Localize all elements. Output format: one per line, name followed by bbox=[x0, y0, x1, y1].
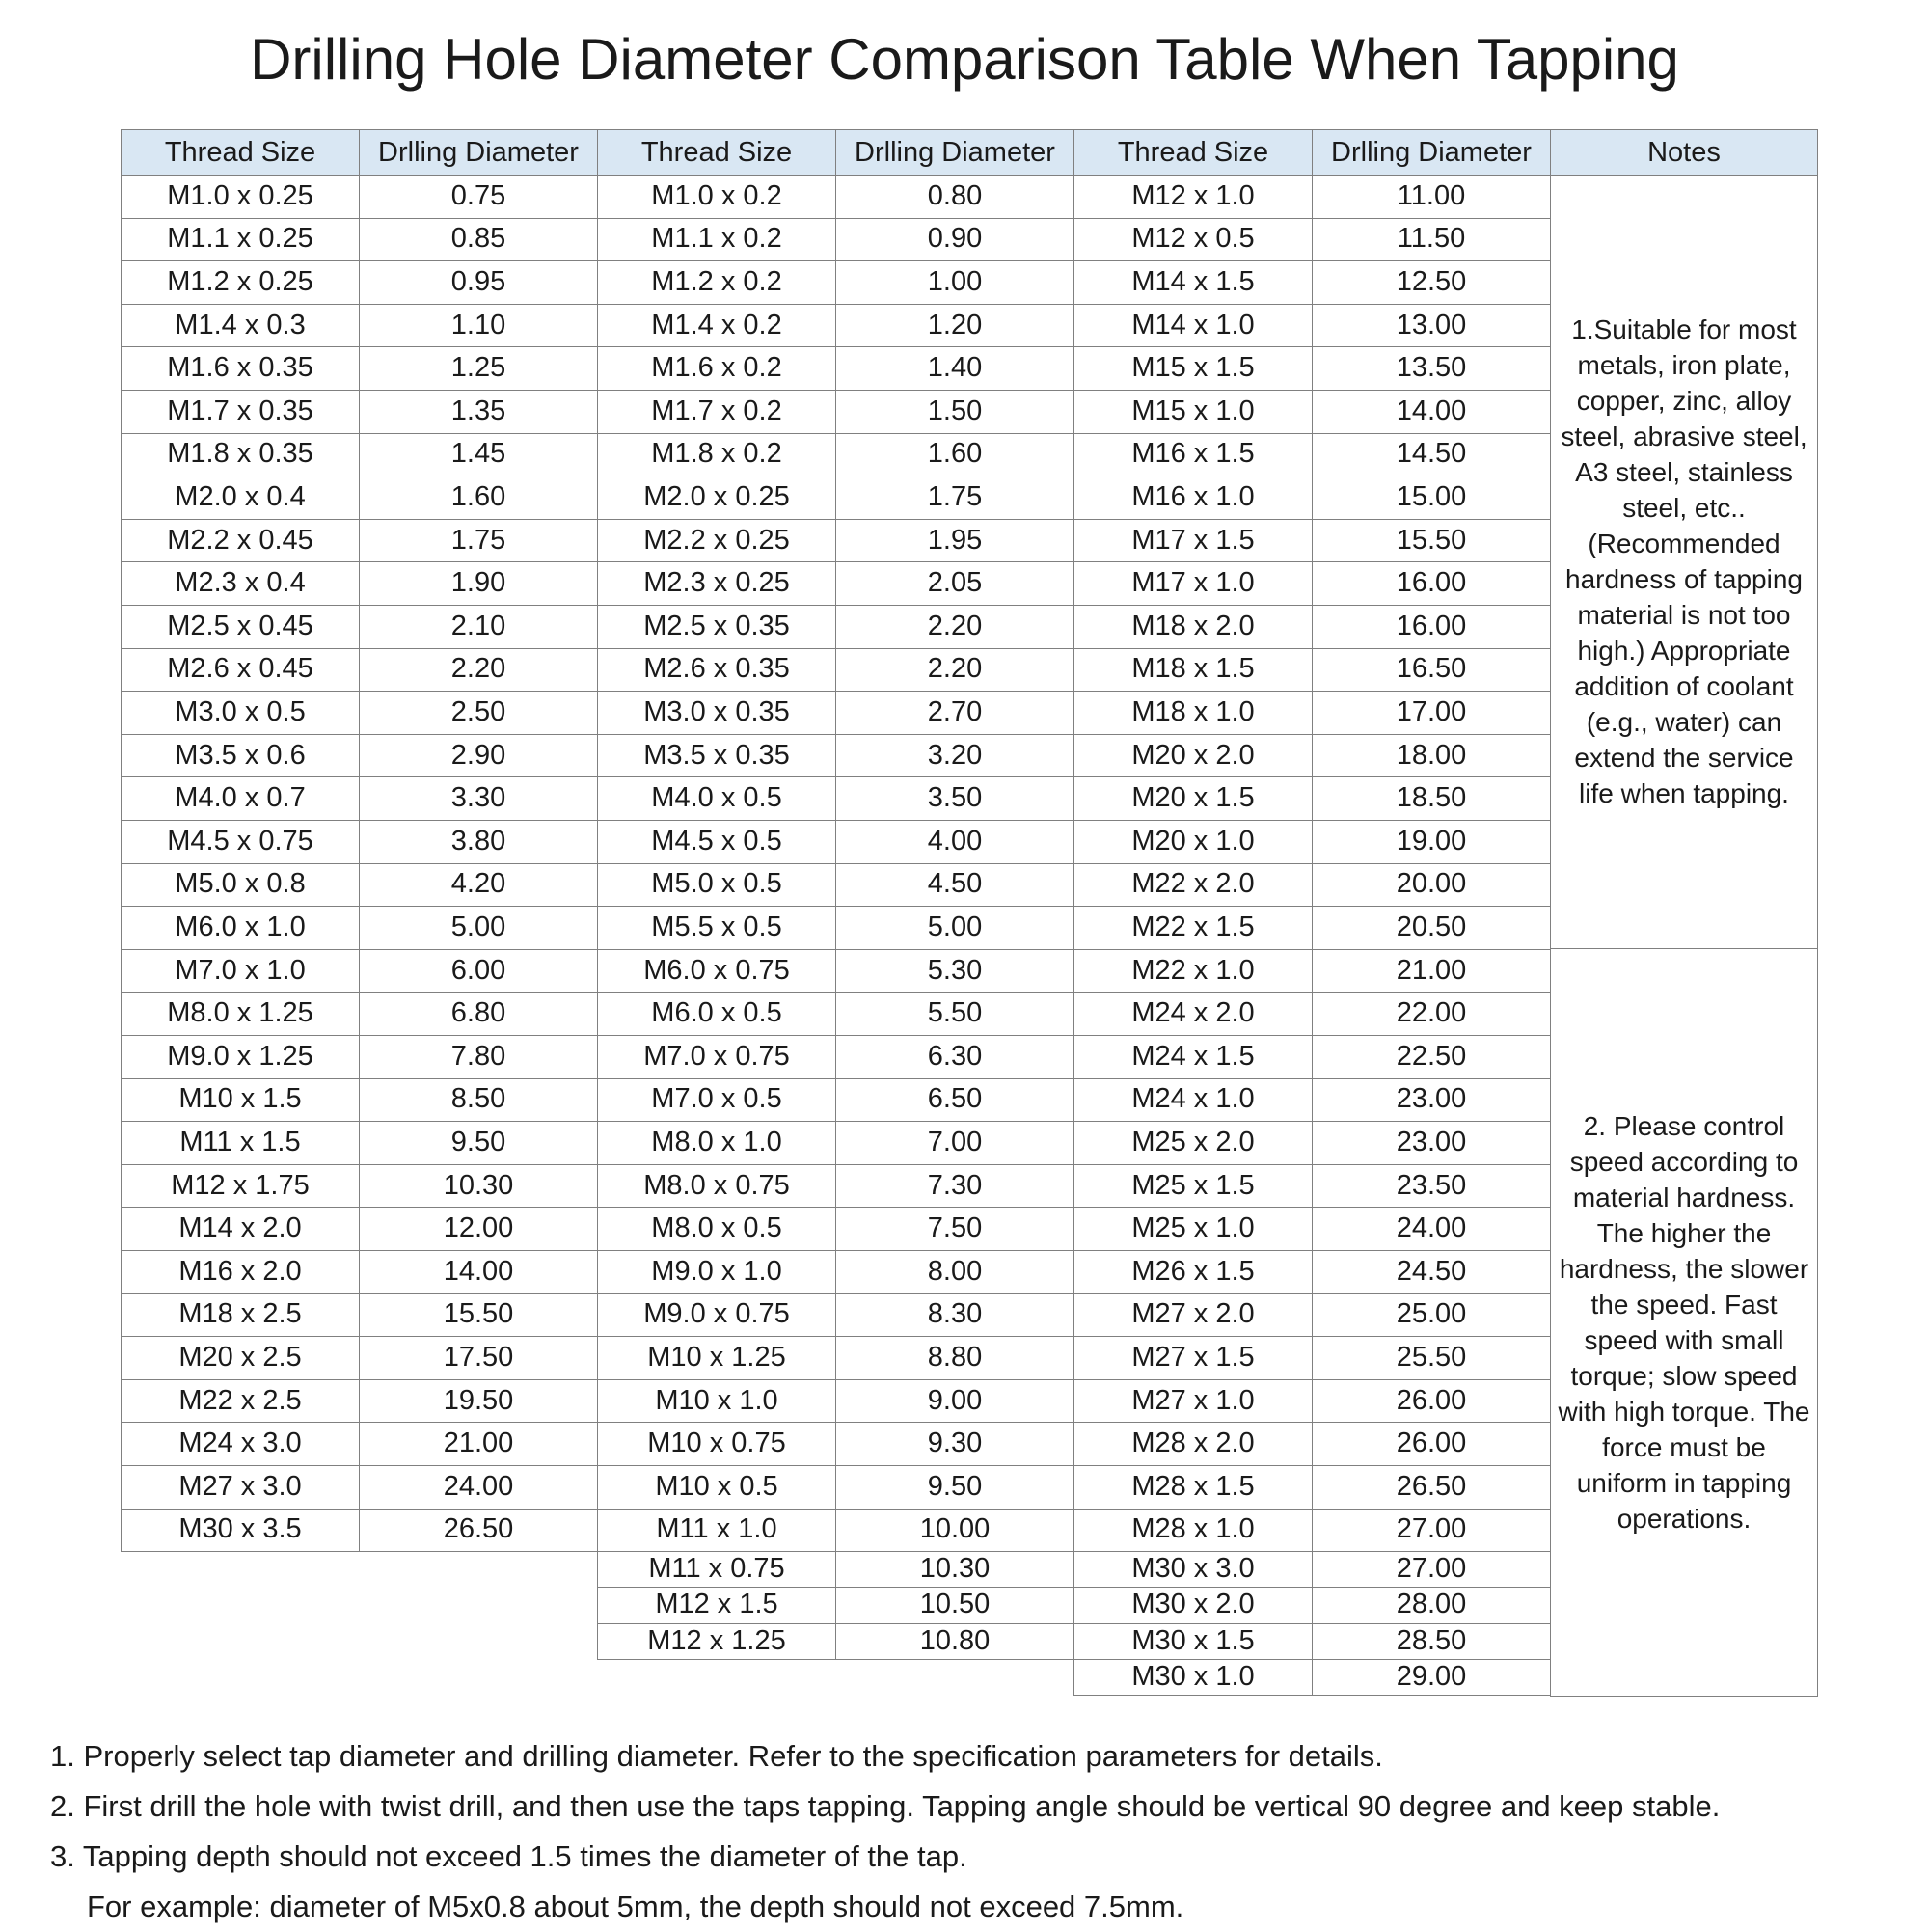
thread-size-cell: M28 x 1.0 bbox=[1073, 1509, 1313, 1553]
thread-size-cell: M2.6 x 0.45 bbox=[121, 648, 360, 693]
drilling-diameter-cell: 20.50 bbox=[1312, 906, 1551, 950]
drilling-diameter-cell: 1.00 bbox=[835, 260, 1074, 305]
drilling-diameter-cell: 1.35 bbox=[359, 390, 598, 434]
drilling-diameter-cell: 0.95 bbox=[359, 260, 598, 305]
thread-size-cell: M4.5 x 0.75 bbox=[121, 820, 360, 864]
thread-size-cell: M20 x 1.5 bbox=[1073, 776, 1313, 821]
drilling-diameter-cell: 6.50 bbox=[835, 1078, 1074, 1123]
drilling-diameter-cell: 0.80 bbox=[835, 175, 1074, 219]
drilling-diameter-cell: 11.00 bbox=[1312, 175, 1551, 219]
drilling-diameter-cell: 10.00 bbox=[835, 1509, 1074, 1553]
drilling-diameter-cell: 1.75 bbox=[359, 519, 598, 563]
thread-size-cell: M1.6 x 0.2 bbox=[597, 346, 836, 391]
thread-size-cell: M14 x 2.0 bbox=[121, 1207, 360, 1251]
thread-size-cell: M18 x 2.0 bbox=[1073, 605, 1313, 649]
thread-size-cell: M5.0 x 0.5 bbox=[597, 863, 836, 908]
drilling-diameter-cell: 2.20 bbox=[359, 648, 598, 693]
thread-size-cell: M11 x 1.5 bbox=[121, 1121, 360, 1165]
drilling-diameter-cell: 4.20 bbox=[359, 863, 598, 908]
thread-size-cell: M18 x 1.5 bbox=[1073, 648, 1313, 693]
drilling-diameter-cell: 28.50 bbox=[1312, 1623, 1551, 1660]
thread-size-cell: M20 x 2.5 bbox=[121, 1336, 360, 1380]
header-drilling-diameter-1: Drlling Diameter bbox=[359, 129, 598, 176]
drilling-diameter-cell: 2.10 bbox=[359, 605, 598, 649]
thread-size-cell: M10 x 1.5 bbox=[121, 1078, 360, 1123]
thread-size-cell: M30 x 1.5 bbox=[1073, 1623, 1313, 1660]
thread-size-cell: M12 x 1.0 bbox=[1073, 175, 1313, 219]
thread-size-cell: M17 x 1.0 bbox=[1073, 561, 1313, 606]
drilling-diameter-cell: 22.50 bbox=[1312, 1035, 1551, 1079]
drilling-diameter-cell: 2.05 bbox=[835, 561, 1074, 606]
drilling-diameter-cell: 13.00 bbox=[1312, 304, 1551, 348]
thread-size-cell: M14 x 1.0 bbox=[1073, 304, 1313, 348]
drilling-diameter-cell: 5.30 bbox=[835, 949, 1074, 993]
drilling-diameter-cell: 0.85 bbox=[359, 218, 598, 262]
drilling-diameter-cell: 0.75 bbox=[359, 175, 598, 219]
thread-size-cell: M1.2 x 0.25 bbox=[121, 260, 360, 305]
thread-size-cell: M30 x 2.0 bbox=[1073, 1587, 1313, 1623]
drilling-diameter-cell: 11.50 bbox=[1312, 218, 1551, 262]
thread-size-cell: M3.0 x 0.5 bbox=[121, 691, 360, 735]
thread-size-cell: M20 x 1.0 bbox=[1073, 820, 1313, 864]
drilling-diameter-cell: 23.00 bbox=[1312, 1121, 1551, 1165]
drilling-diameter-cell: 10.30 bbox=[359, 1164, 598, 1209]
thread-size-cell: M28 x 2.0 bbox=[1073, 1422, 1313, 1466]
thread-size-cell: M25 x 1.0 bbox=[1073, 1207, 1313, 1251]
thread-size-cell: M10 x 1.25 bbox=[597, 1336, 836, 1380]
drilling-diameter-cell: 27.00 bbox=[1312, 1509, 1551, 1553]
footnote-3: 3. Tapping depth should not exceed 1.5 times the diameter of the tap. bbox=[50, 1839, 967, 1873]
thread-size-cell: M8.0 x 0.75 bbox=[597, 1164, 836, 1209]
thread-size-cell: M12 x 1.75 bbox=[121, 1164, 360, 1209]
drilling-diameter-cell: 3.20 bbox=[835, 734, 1074, 778]
thread-size-cell: M11 x 1.0 bbox=[597, 1509, 836, 1553]
thread-size-cell: M25 x 1.5 bbox=[1073, 1164, 1313, 1209]
thread-size-cell: M30 x 1.0 bbox=[1073, 1659, 1313, 1696]
drilling-diameter-cell: 5.50 bbox=[835, 992, 1074, 1036]
thread-size-cell: M16 x 1.0 bbox=[1073, 476, 1313, 520]
thread-size-cell: M25 x 2.0 bbox=[1073, 1121, 1313, 1165]
thread-size-cell: M22 x 2.5 bbox=[121, 1379, 360, 1424]
drilling-diameter-cell: 28.00 bbox=[1312, 1587, 1551, 1623]
drilling-diameter-cell: 13.50 bbox=[1312, 346, 1551, 391]
drilling-diameter-cell: 5.00 bbox=[835, 906, 1074, 950]
thread-size-cell: M30 x 3.5 bbox=[121, 1509, 360, 1553]
header-thread-size-2: Thread Size bbox=[597, 129, 836, 176]
drilling-diameter-cell: 7.30 bbox=[835, 1164, 1074, 1209]
drilling-diameter-cell: 9.50 bbox=[835, 1465, 1074, 1510]
thread-size-cell: M18 x 1.0 bbox=[1073, 691, 1313, 735]
drilling-diameter-cell: 21.00 bbox=[1312, 949, 1551, 993]
drilling-diameter-cell: 10.50 bbox=[835, 1587, 1074, 1623]
thread-size-cell: M8.0 x 1.0 bbox=[597, 1121, 836, 1165]
drilling-diameter-cell: 14.00 bbox=[1312, 390, 1551, 434]
drilling-diameter-cell: 18.50 bbox=[1312, 776, 1551, 821]
thread-size-cell: M1.0 x 0.2 bbox=[597, 175, 836, 219]
drilling-diameter-cell: 9.30 bbox=[835, 1422, 1074, 1466]
drilling-diameter-cell: 1.75 bbox=[835, 476, 1074, 520]
drilling-diameter-cell: 0.90 bbox=[835, 218, 1074, 262]
drilling-diameter-cell: 26.00 bbox=[1312, 1422, 1551, 1466]
drilling-diameter-cell: 7.00 bbox=[835, 1121, 1074, 1165]
thread-size-cell: M2.0 x 0.4 bbox=[121, 476, 360, 520]
thread-size-cell: M24 x 2.0 bbox=[1073, 992, 1313, 1036]
header-notes: Notes bbox=[1550, 129, 1818, 176]
thread-size-cell: M22 x 1.5 bbox=[1073, 906, 1313, 950]
thread-size-cell: M4.0 x 0.7 bbox=[121, 776, 360, 821]
thread-size-cell: M24 x 1.5 bbox=[1073, 1035, 1313, 1079]
footnote-3-example: For example: diameter of M5x0.8 about 5mm, the depth should not exceed 7.5mm. bbox=[87, 1890, 1184, 1923]
thread-size-cell: M15 x 1.5 bbox=[1073, 346, 1313, 391]
drilling-diameter-cell: 7.50 bbox=[835, 1207, 1074, 1251]
thread-size-cell: M8.0 x 1.25 bbox=[121, 992, 360, 1036]
drilling-diameter-cell: 3.80 bbox=[359, 820, 598, 864]
thread-size-cell: M11 x 0.75 bbox=[597, 1551, 836, 1588]
thread-size-cell: M7.0 x 1.0 bbox=[121, 949, 360, 993]
drilling-diameter-cell: 8.00 bbox=[835, 1250, 1074, 1294]
thread-size-cell: M2.2 x 0.45 bbox=[121, 519, 360, 563]
footnote-1: 1. Properly select tap diameter and drilling diameter. Refer to the specification parameters for details. bbox=[50, 1739, 1383, 1773]
drilling-diameter-cell: 24.00 bbox=[359, 1465, 598, 1510]
thread-size-cell: M1.8 x 0.35 bbox=[121, 433, 360, 477]
thread-size-cell: M15 x 1.0 bbox=[1073, 390, 1313, 434]
thread-size-cell: M1.1 x 0.2 bbox=[597, 218, 836, 262]
thread-size-cell: M1.0 x 0.25 bbox=[121, 175, 360, 219]
drilling-diameter-cell: 1.45 bbox=[359, 433, 598, 477]
drilling-diameter-cell: 26.50 bbox=[359, 1509, 598, 1553]
thread-size-cell: M7.0 x 0.75 bbox=[597, 1035, 836, 1079]
thread-size-cell: M1.4 x 0.3 bbox=[121, 304, 360, 348]
thread-size-cell: M9.0 x 1.25 bbox=[121, 1035, 360, 1079]
header-thread-size-1: Thread Size bbox=[121, 129, 360, 176]
thread-size-cell: M9.0 x 1.0 bbox=[597, 1250, 836, 1294]
thread-size-cell: M18 x 2.5 bbox=[121, 1293, 360, 1338]
drilling-diameter-cell: 26.00 bbox=[1312, 1379, 1551, 1424]
thread-size-cell: M6.0 x 0.75 bbox=[597, 949, 836, 993]
drilling-diameter-cell: 1.95 bbox=[835, 519, 1074, 563]
thread-size-cell: M10 x 1.0 bbox=[597, 1379, 836, 1424]
drilling-diameter-cell: 2.20 bbox=[835, 648, 1074, 693]
drilling-diameter-cell: 15.50 bbox=[359, 1293, 598, 1338]
drilling-diameter-cell: 14.00 bbox=[359, 1250, 598, 1294]
drilling-diameter-cell: 10.30 bbox=[835, 1551, 1074, 1588]
drilling-diameter-cell: 6.30 bbox=[835, 1035, 1074, 1079]
drilling-diameter-cell: 6.00 bbox=[359, 949, 598, 993]
thread-size-cell: M10 x 0.75 bbox=[597, 1422, 836, 1466]
drilling-diameter-cell: 2.70 bbox=[835, 691, 1074, 735]
drilling-diameter-cell: 24.00 bbox=[1312, 1207, 1551, 1251]
drilling-diameter-cell: 8.80 bbox=[835, 1336, 1074, 1380]
drilling-diameter-cell: 2.90 bbox=[359, 734, 598, 778]
thread-size-cell: M1.4 x 0.2 bbox=[597, 304, 836, 348]
thread-size-cell: M1.8 x 0.2 bbox=[597, 433, 836, 477]
drilling-diameter-cell: 1.20 bbox=[835, 304, 1074, 348]
drilling-diameter-cell: 7.80 bbox=[359, 1035, 598, 1079]
header-drilling-diameter-2: Drlling Diameter bbox=[835, 129, 1074, 176]
thread-size-cell: M2.5 x 0.35 bbox=[597, 605, 836, 649]
thread-size-cell: M2.2 x 0.25 bbox=[597, 519, 836, 563]
drilling-diameter-cell: 3.50 bbox=[835, 776, 1074, 821]
thread-size-cell: M1.2 x 0.2 bbox=[597, 260, 836, 305]
note-1: 1.Suitable for most metals, iron plate, copper, zinc, alloy steel, abrasive steel, A3 steel, stainless steel, etc..(Recommended hardness of tapping material is not too high.) Appropriate addition of coolant (e.g., water) can extend the service life when tapping. bbox=[1550, 175, 1818, 949]
thread-size-cell: M14 x 1.5 bbox=[1073, 260, 1313, 305]
footnotes bbox=[50, 1731, 1902, 1932]
drilling-diameter-cell: 6.80 bbox=[359, 992, 598, 1036]
page-title: Drilling Hole Diameter Comparison Table When Tapping bbox=[250, 27, 1679, 92]
thread-size-cell: M1.7 x 0.2 bbox=[597, 390, 836, 434]
drilling-diameter-cell: 1.60 bbox=[835, 433, 1074, 477]
thread-size-cell: M16 x 2.0 bbox=[121, 1250, 360, 1294]
thread-size-cell: M24 x 1.0 bbox=[1073, 1078, 1313, 1123]
drilling-diameter-cell: 2.20 bbox=[835, 605, 1074, 649]
drilling-diameter-cell: 4.00 bbox=[835, 820, 1074, 864]
thread-size-cell: M2.0 x 0.25 bbox=[597, 476, 836, 520]
thread-size-cell: M1.1 x 0.25 bbox=[121, 218, 360, 262]
thread-size-cell: M27 x 2.0 bbox=[1073, 1293, 1313, 1338]
drilling-diameter-cell: 29.00 bbox=[1312, 1659, 1551, 1696]
thread-size-cell: M12 x 0.5 bbox=[1073, 218, 1313, 262]
thread-size-cell: M6.0 x 1.0 bbox=[121, 906, 360, 950]
drilling-diameter-cell: 1.60 bbox=[359, 476, 598, 520]
note-2: 2. Please control speed according to material hardness. The higher the hardness, the slower the speed. Fast speed with small torque; slow speed with high torque. The force must be uniform in tapping operations. bbox=[1550, 948, 1818, 1697]
drilling-diameter-cell: 8.30 bbox=[835, 1293, 1074, 1338]
drilling-diameter-cell: 16.50 bbox=[1312, 648, 1551, 693]
thread-size-cell: M6.0 x 0.5 bbox=[597, 992, 836, 1036]
drilling-diameter-cell: 1.25 bbox=[359, 346, 598, 391]
drilling-diameter-cell: 16.00 bbox=[1312, 561, 1551, 606]
drilling-diameter-cell: 25.50 bbox=[1312, 1336, 1551, 1380]
drilling-diameter-cell: 10.80 bbox=[835, 1623, 1074, 1660]
drilling-diameter-cell: 12.50 bbox=[1312, 260, 1551, 305]
drilling-diameter-cell: 1.10 bbox=[359, 304, 598, 348]
drilling-diameter-cell: 25.00 bbox=[1312, 1293, 1551, 1338]
drilling-diameter-cell: 23.50 bbox=[1312, 1164, 1551, 1209]
thread-size-cell: M30 x 3.0 bbox=[1073, 1551, 1313, 1588]
thread-size-cell: M2.3 x 0.4 bbox=[121, 561, 360, 606]
drilling-diameter-cell: 18.00 bbox=[1312, 734, 1551, 778]
drilling-diameter-cell: 5.00 bbox=[359, 906, 598, 950]
thread-size-cell: M16 x 1.5 bbox=[1073, 433, 1313, 477]
drilling-diameter-cell: 24.50 bbox=[1312, 1250, 1551, 1294]
thread-size-cell: M2.3 x 0.25 bbox=[597, 561, 836, 606]
thread-size-cell: M12 x 1.25 bbox=[597, 1623, 836, 1660]
thread-size-cell: M3.5 x 0.6 bbox=[121, 734, 360, 778]
drilling-diameter-cell: 15.00 bbox=[1312, 476, 1551, 520]
drilling-diameter-cell: 3.30 bbox=[359, 776, 598, 821]
drilling-diameter-cell: 9.00 bbox=[835, 1379, 1074, 1424]
thread-size-cell: M2.6 x 0.35 bbox=[597, 648, 836, 693]
drilling-diameter-cell: 19.00 bbox=[1312, 820, 1551, 864]
drilling-diameter-cell: 17.00 bbox=[1312, 691, 1551, 735]
thread-size-cell: M4.5 x 0.5 bbox=[597, 820, 836, 864]
drilling-diameter-cell: 2.50 bbox=[359, 691, 598, 735]
drilling-diameter-cell: 17.50 bbox=[359, 1336, 598, 1380]
thread-size-cell: M1.7 x 0.35 bbox=[121, 390, 360, 434]
thread-size-cell: M28 x 1.5 bbox=[1073, 1465, 1313, 1510]
drilling-diameter-cell: 9.50 bbox=[359, 1121, 598, 1165]
drilling-diameter-cell: 1.50 bbox=[835, 390, 1074, 434]
drilling-diameter-cell: 21.00 bbox=[359, 1422, 598, 1466]
drilling-diameter-cell: 20.00 bbox=[1312, 863, 1551, 908]
drilling-diameter-cell: 22.00 bbox=[1312, 992, 1551, 1036]
thread-size-cell: M22 x 1.0 bbox=[1073, 949, 1313, 993]
thread-size-cell: M17 x 1.5 bbox=[1073, 519, 1313, 563]
drilling-diameter-cell: 19.50 bbox=[359, 1379, 598, 1424]
thread-size-cell: M1.6 x 0.35 bbox=[121, 346, 360, 391]
footnote-2: 2. First drill the hole with twist drill, and then use the taps tapping. Tapping angle should be vertical 90 degree and keep stable. bbox=[50, 1789, 1721, 1823]
drilling-diameter-cell: 26.50 bbox=[1312, 1465, 1551, 1510]
drilling-diameter-cell: 1.40 bbox=[835, 346, 1074, 391]
drilling-diameter-cell: 1.90 bbox=[359, 561, 598, 606]
thread-size-cell: M20 x 2.0 bbox=[1073, 734, 1313, 778]
drilling-diameter-cell: 23.00 bbox=[1312, 1078, 1551, 1123]
header-drilling-diameter-3: Drlling Diameter bbox=[1312, 129, 1551, 176]
thread-size-cell: M5.0 x 0.8 bbox=[121, 863, 360, 908]
thread-size-cell: M10 x 0.5 bbox=[597, 1465, 836, 1510]
thread-size-cell: M27 x 1.0 bbox=[1073, 1379, 1313, 1424]
thread-size-cell: M2.5 x 0.45 bbox=[121, 605, 360, 649]
thread-size-cell: M24 x 3.0 bbox=[121, 1422, 360, 1466]
thread-size-cell: M5.5 x 0.5 bbox=[597, 906, 836, 950]
thread-size-cell: M27 x 3.0 bbox=[121, 1465, 360, 1510]
drilling-diameter-cell: 15.50 bbox=[1312, 519, 1551, 563]
thread-size-cell: M3.5 x 0.35 bbox=[597, 734, 836, 778]
thread-size-cell: M9.0 x 0.75 bbox=[597, 1293, 836, 1338]
thread-size-cell: M27 x 1.5 bbox=[1073, 1336, 1313, 1380]
drilling-diameter-cell: 27.00 bbox=[1312, 1551, 1551, 1588]
thread-size-cell: M4.0 x 0.5 bbox=[597, 776, 836, 821]
thread-size-cell: M3.0 x 0.35 bbox=[597, 691, 836, 735]
thread-size-cell: M8.0 x 0.5 bbox=[597, 1207, 836, 1251]
thread-size-cell: M22 x 2.0 bbox=[1073, 863, 1313, 908]
drilling-diameter-cell: 14.50 bbox=[1312, 433, 1551, 477]
drilling-diameter-cell: 16.00 bbox=[1312, 605, 1551, 649]
drilling-table bbox=[121, 129, 1818, 1697]
drilling-diameter-cell: 4.50 bbox=[835, 863, 1074, 908]
drilling-diameter-cell: 8.50 bbox=[359, 1078, 598, 1123]
thread-size-cell: M7.0 x 0.5 bbox=[597, 1078, 836, 1123]
drilling-diameter-cell: 12.00 bbox=[359, 1207, 598, 1251]
header-thread-size-3: Thread Size bbox=[1073, 129, 1313, 176]
thread-size-cell: M12 x 1.5 bbox=[597, 1587, 836, 1623]
thread-size-cell: M26 x 1.5 bbox=[1073, 1250, 1313, 1294]
